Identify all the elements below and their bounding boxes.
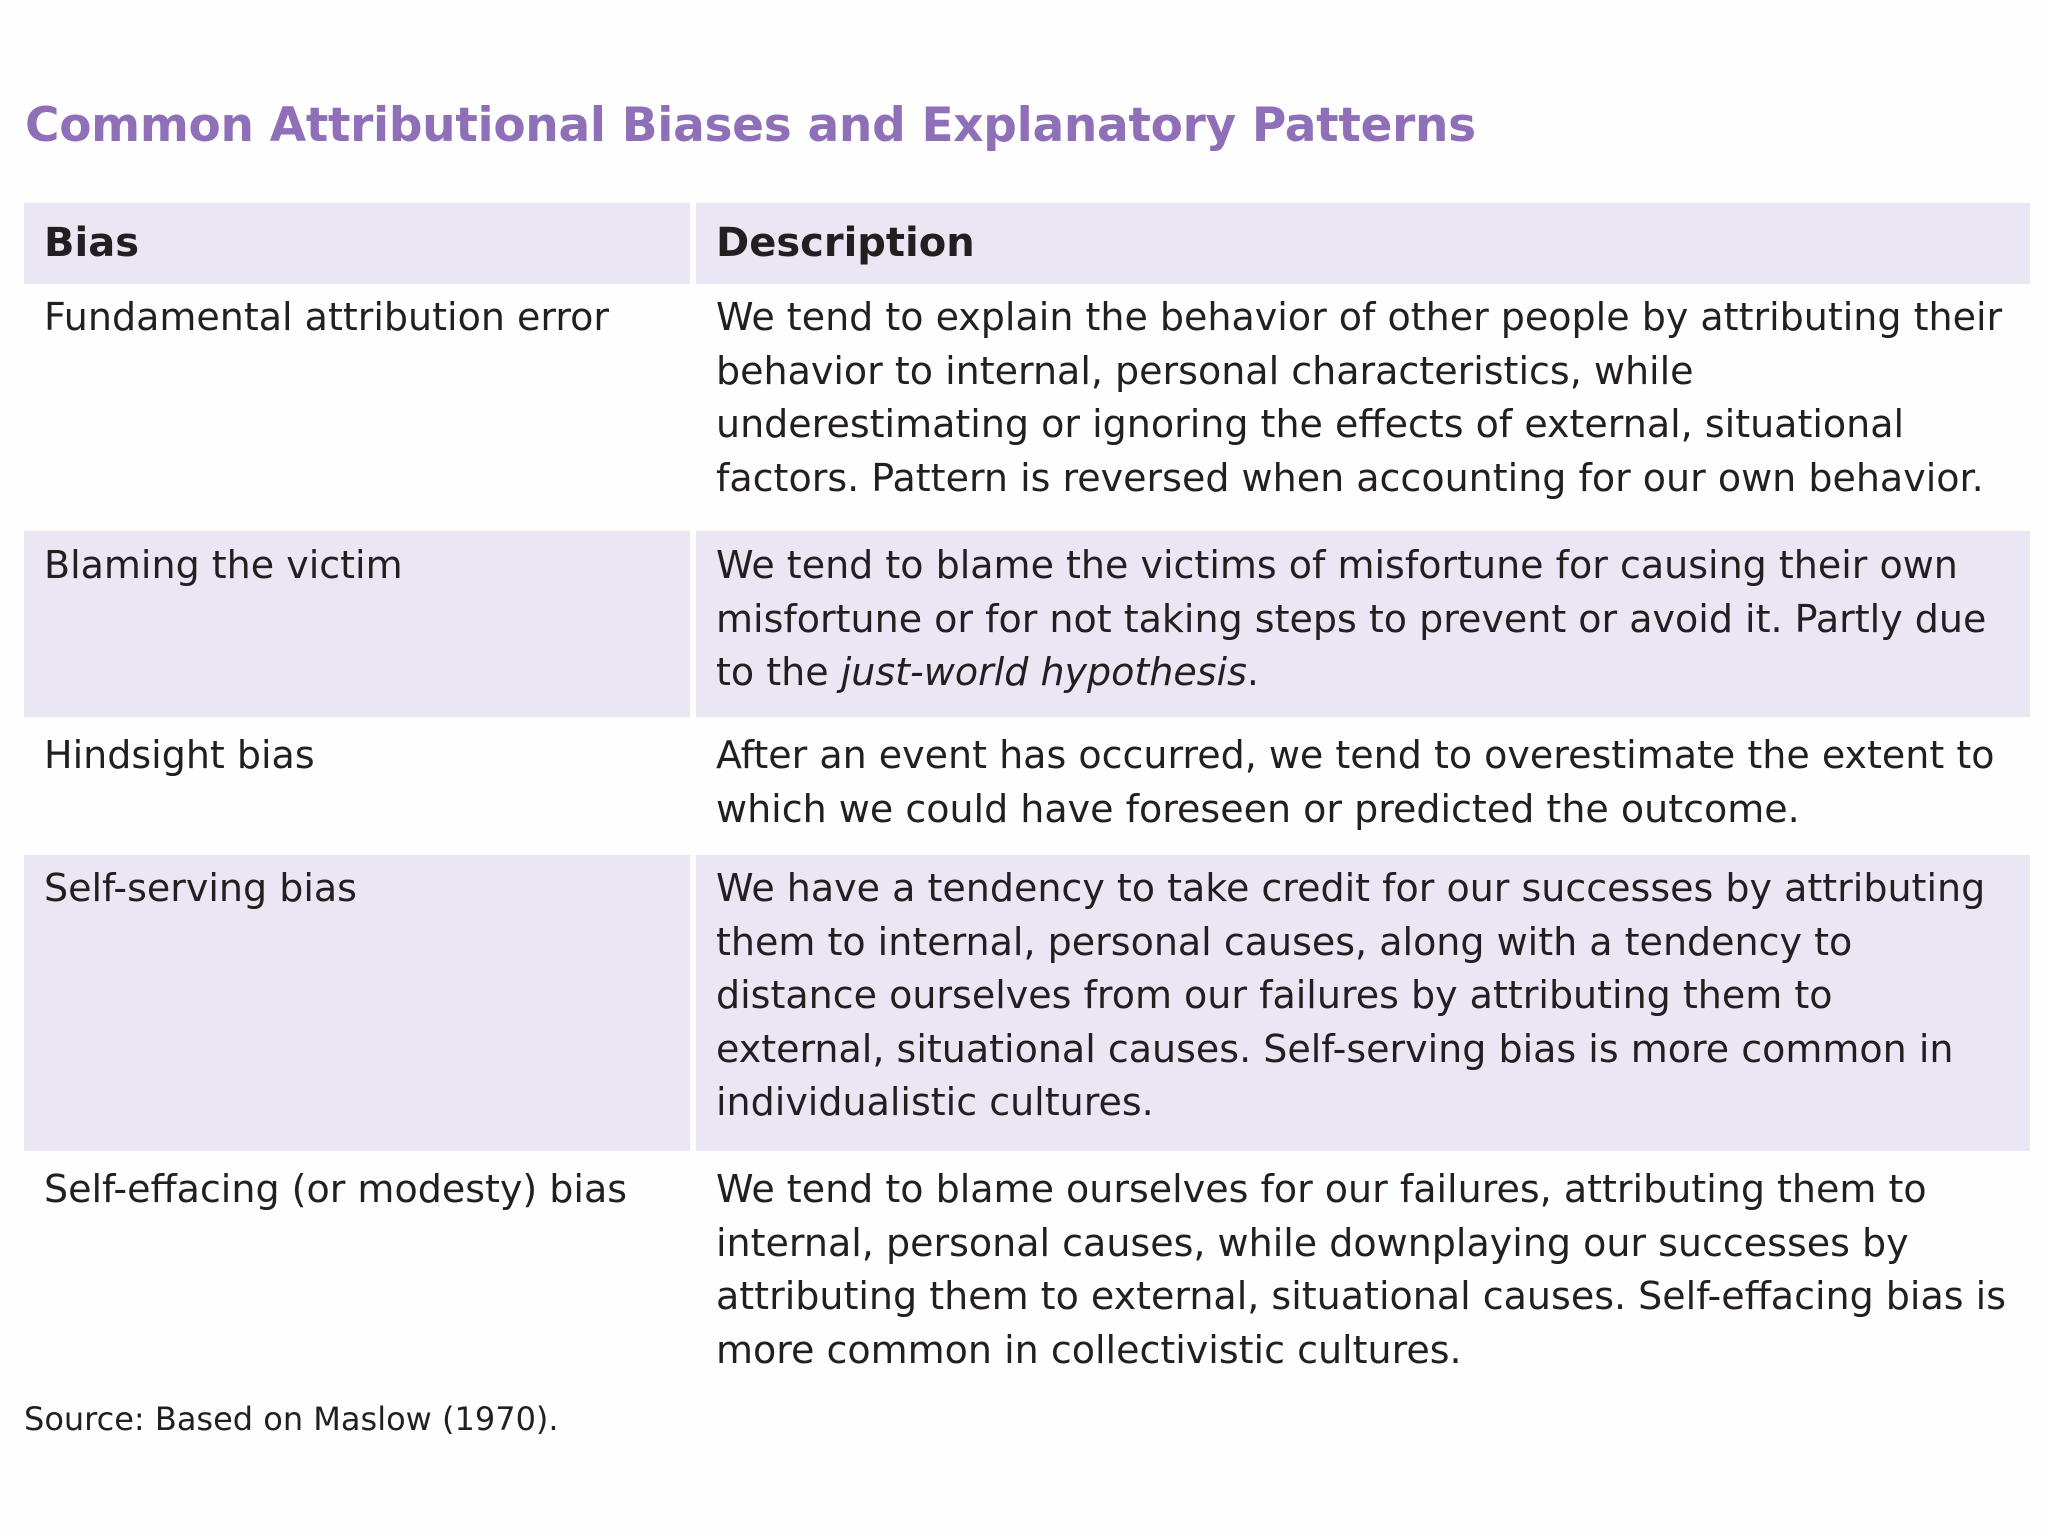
bias-description <box>696 531 2030 717</box>
table-row <box>24 855 2030 1151</box>
source-note: Source: Based on Maslow (1970). <box>24 1400 559 1438</box>
table-row <box>24 1156 2030 1386</box>
description-italic-term: just-world hypothesis <box>840 650 1247 694</box>
bias-table <box>24 203 2030 1386</box>
bias-name: Hindsight bias <box>44 733 315 777</box>
bias-description: We have a tendency to take credit for our successes by attributing them to internal, personal causes, along with a tendency to distance ourselves from our failures by attributing them to external, situational causes. Self-serving bias is more common in individualistic cultures. <box>696 855 2030 1151</box>
table-row <box>24 722 2030 850</box>
description-end: . <box>1246 650 1259 694</box>
bias-description: After an event has occurred, we tend to overestimate the extent to which we could have foreseen or predicted the outcome. <box>716 733 1995 831</box>
bias-name: Blaming the victim <box>24 531 690 717</box>
bias-description: We tend to explain the behavior of other people by attributing their behavior to internal, personal characteristics, while underestimating or ignoring the effects of external, situational factors. Pattern is reversed when accounting for our own behavior. <box>716 295 2003 500</box>
header-bias: Bias <box>24 203 690 284</box>
table-row <box>24 531 2030 717</box>
table-row <box>24 289 2030 526</box>
header-description: Description <box>696 203 2030 284</box>
bias-name: Fundamental attribution error <box>44 295 609 339</box>
description-text: We tend to blame the victims of misfortune for causing their own misfortune or for not taking steps to prevent or avoid it. Partly due to the <box>716 543 1987 694</box>
bias-description: We tend to blame ourselves for our failures, attributing them to internal, personal causes, while downplaying our successes by attributing them to external, situational causes. Self-effacing bias is more common in collectivistic cultures. <box>716 1167 2006 1372</box>
table-title: Common Attributional Biases and Explanatory Patterns <box>25 98 1476 153</box>
table-header-row <box>24 203 2030 284</box>
bias-name: Self-serving bias <box>24 855 690 1151</box>
bias-name: Self-effacing (or modesty) bias <box>44 1167 628 1211</box>
